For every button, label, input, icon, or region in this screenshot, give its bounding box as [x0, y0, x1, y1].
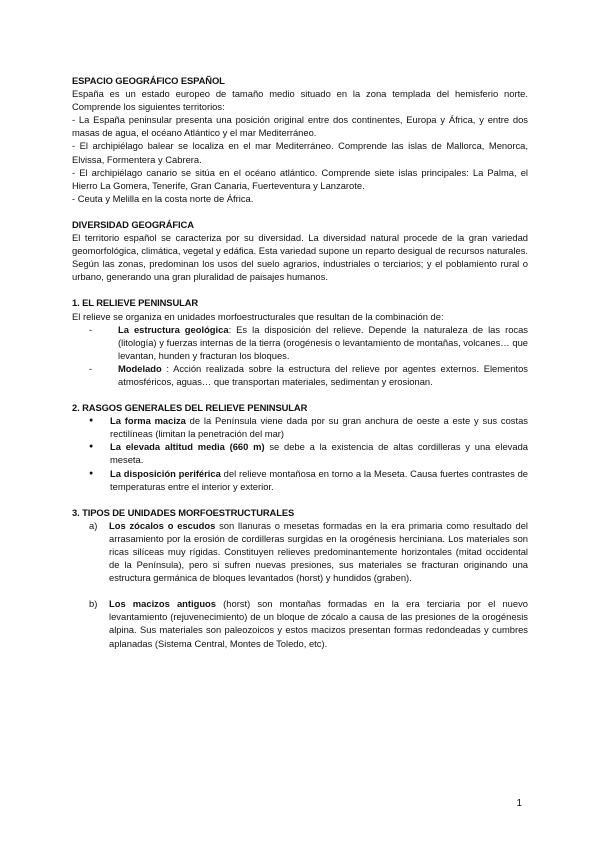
list-letter: a): [89, 519, 98, 531]
section-rasgos-generales: [72, 401, 528, 493]
territory-item: - El archipiélago canario se sitúa en el océano atlántico. Comprende siete islas principales: La Palma, el Hierro La Gomera, Tenerife, Gran Canaria, Fuerteventura y Lanzarote.: [72, 166, 528, 191]
dash-bullet: -: [89, 362, 93, 374]
section-intro: España es un estado europeo de tamaño medio situado en la zona templada del hemisferio norte. Comprende los siguientes territorios:: [72, 88, 528, 113]
list-item: [72, 414, 528, 440]
list-item-text: se debe a la existencia de altas cordilleras y una elevada meseta.: [110, 441, 528, 466]
list-item-text: son llanuras o mesetas formadas en la era primaria como resultado del arrasamiento por la erosión de cordilleras surgidas en la orogénesis herciniana. Los materiales son ricas silíceas muy rígidas. Constituyen relieves predominantemente horizontales (mitad occidental de la Península), pero si sufren nuevas presiones, sus materiales se fracturan originando una estructura germánica de bloques levantados (horst) y hundidos (graben).: [109, 519, 528, 584]
section-espacio-geografico: [72, 74, 528, 205]
territory-item: - Ceuta y Melilla en la costa norte de África.: [72, 192, 254, 204]
section-heading: 1. EL RELIEVE PENINSULAR: [72, 297, 199, 309]
bullet-icon: ●: [89, 443, 94, 451]
territory-item: - La España peninsular presenta una posición original entre dos continentes, Europa y África, y entre dos masas de agua, el océano Atlántico y el mar Mediterráneo.: [72, 114, 528, 139]
list-item: [72, 362, 528, 388]
list-item-text: de la Península viene dada por su gran anchura de oeste a este y sus costas rectilíneas (limitan la penetración del mar): [110, 415, 528, 440]
list-item: [72, 323, 528, 362]
list-item-term: La forma maciza: [110, 415, 186, 427]
list-item-term: La disposición periférica: [110, 467, 221, 479]
section-heading: 2. RASGOS GENERALES DEL RELIEVE PENINSULAR: [72, 402, 308, 414]
list-item-term: Los zócalos o escudos: [109, 519, 216, 531]
section-heading: DIVERSIDAD GEOGRÁFICA: [72, 218, 194, 230]
bullet-icon: ●: [89, 469, 94, 477]
section-heading: 3. TIPOS DE UNIDADES MORFOESTRUCTURALES: [72, 506, 295, 518]
list-item-term: Los macizos antiguos: [109, 598, 217, 610]
section-diversidad: [72, 218, 528, 283]
list-item-text: (horst) son montañas formadas en la era terciaria por el nuevo levantamiento (rejuvenecimiento) de un bloque de zócalo a causa de las presiones de la orogénesis alpina. Sus materiales son paleozoicos y estos macizos presentan formas redondeadas y cumbres aplanadas (Sistema Central, Montes de Toledo, etc).: [109, 598, 528, 649]
list-item-text: : Es la disposición del relieve. Depende la naturaleza de las rocas (litología) y fuerzas internas de la tierra (orogénesis o levantamiento de montañas, volcanes… que levantan, hunden y fracturan los bloques.: [118, 323, 528, 361]
list-item-text: del relieve montañosa en torno a la Meseta. Causa fuertes contrastes de temperaturas entre el interior y exterior.: [110, 467, 528, 492]
section-intro: El relieve se organiza en unidades morfoestructurales que resultan de la combinación de:: [72, 310, 444, 322]
list-item: [72, 467, 528, 493]
section-relieve-peninsular: [72, 296, 528, 388]
list-item-term: La elevada altitud media (660 m): [110, 441, 265, 453]
list-item: [72, 440, 528, 466]
list-item: [72, 597, 528, 649]
bullet-icon: ●: [89, 417, 94, 425]
dash-bullet: -: [89, 323, 93, 335]
list-item-term: Modelado: [118, 362, 162, 374]
page-number: 1: [516, 798, 522, 809]
list-letter: b): [89, 598, 98, 610]
section-tipos-unidades: [72, 506, 528, 650]
list-item-text: : Acción realizada sobre la estructura del relieve por agentes externos. Elementos atmosféricos, aguas… que transportan materiales, sedimentan y erosionan.: [118, 362, 528, 387]
territory-item: - El archipiélago balear se localiza en el mar Mediterráneo. Comprende las islas de Mallorca, Menorca, Elvissa, Formentera y Cabrera.: [72, 140, 528, 165]
document-body: [72, 74, 528, 650]
section-heading: ESPACIO GEOGRÁFICO ESPAÑOL: [72, 75, 225, 86]
list-item-term: La estructura geológica: [118, 323, 229, 335]
list-item: [72, 519, 528, 584]
section-paragraph: El territorio español se caracteriza por su diversidad. La diversidad natural procede de la gran variedad geomorfológica, climática, vegetal y edáfica. Esta variedad supone un reparto desigual de recursos naturales. Según las zonas, predominan los usos del suelo agrarios, industriales o terciarios; y el poblamiento rural o urbano, generando una gran pluralidad de paisajes humanos.: [72, 232, 528, 283]
